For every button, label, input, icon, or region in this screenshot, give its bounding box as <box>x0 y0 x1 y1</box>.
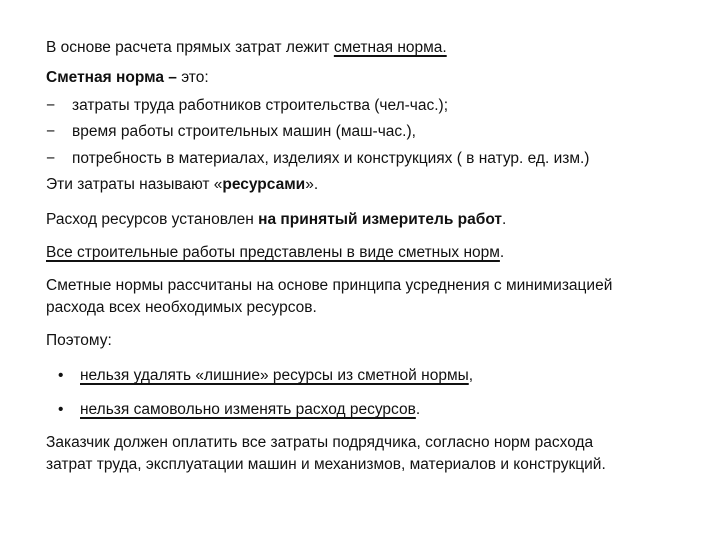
bullet-marker: • <box>58 367 64 384</box>
bullet-tail: , <box>468 367 474 384</box>
bullet-text: нельзя самовольно изменять расход ресурсов <box>80 401 416 418</box>
definition-text: это: <box>181 69 209 86</box>
bullet-tail: . <box>415 401 421 418</box>
bullet-marker: • <box>58 401 64 418</box>
bullet-item <box>58 366 473 386</box>
customer-text: Заказчик должен оплатить все затраты подрядчика, согласно норм расхода <box>46 434 594 451</box>
list-item <box>46 122 416 142</box>
dash-marker: − <box>46 123 56 140</box>
list-item-text: время работы строительных машин (маш-час.), <box>72 123 416 140</box>
customer-text: затрат труда, эксплуатации машин и механизмов, материалов и конструкций. <box>46 456 606 473</box>
paragraph-averaging-line1 <box>46 276 612 296</box>
list-item <box>46 149 589 169</box>
paragraph-norms <box>46 243 504 263</box>
definition-term: Сметная норма – <box>46 69 182 86</box>
paragraph-definition <box>46 68 209 88</box>
paragraph-resources <box>46 175 318 195</box>
consumption-term: на принятый измеритель работ <box>258 211 503 228</box>
therefore-text: Поэтому: <box>46 332 112 349</box>
list-item-text: потребность в материалах, изделиях и конструкциях ( в натур. ед. изм.) <box>72 150 590 167</box>
resources-tail: ». <box>305 176 319 193</box>
list-item <box>46 96 448 116</box>
consumption-text: Расход ресурсов установлен <box>46 211 259 228</box>
dash-marker: − <box>46 150 56 167</box>
averaging-text: Сметные нормы рассчитаны на основе принципа усреднения с минимизацией <box>46 277 613 294</box>
paragraph-averaging-line2 <box>46 298 317 318</box>
paragraph-customer-line1 <box>46 433 593 453</box>
dash-marker: − <box>46 97 56 114</box>
norms-text: Все строительные работы представлены в виде сметных норм <box>46 244 500 261</box>
paragraph-therefore <box>46 331 112 351</box>
list-item-text: затраты труда работников строительства (чел-час.); <box>72 97 449 114</box>
basis-term: сметная норма. <box>333 39 447 56</box>
bullet-item <box>58 400 420 420</box>
paragraph-consumption <box>46 210 506 230</box>
paragraph-basis <box>46 38 447 58</box>
norms-tail: . <box>499 244 505 261</box>
resources-text: Эти затраты называют « <box>46 176 223 193</box>
consumption-tail: . <box>502 211 507 228</box>
basis-text: В основе расчета прямых затрат лежит <box>46 39 334 56</box>
paragraph-customer-line2 <box>46 455 606 475</box>
resources-term: ресурсами <box>222 176 306 193</box>
bullet-text: нельзя удалять «лишние» ресурсы из сметной нормы <box>80 367 469 384</box>
averaging-text: расхода всех необходимых ресурсов. <box>46 299 317 316</box>
